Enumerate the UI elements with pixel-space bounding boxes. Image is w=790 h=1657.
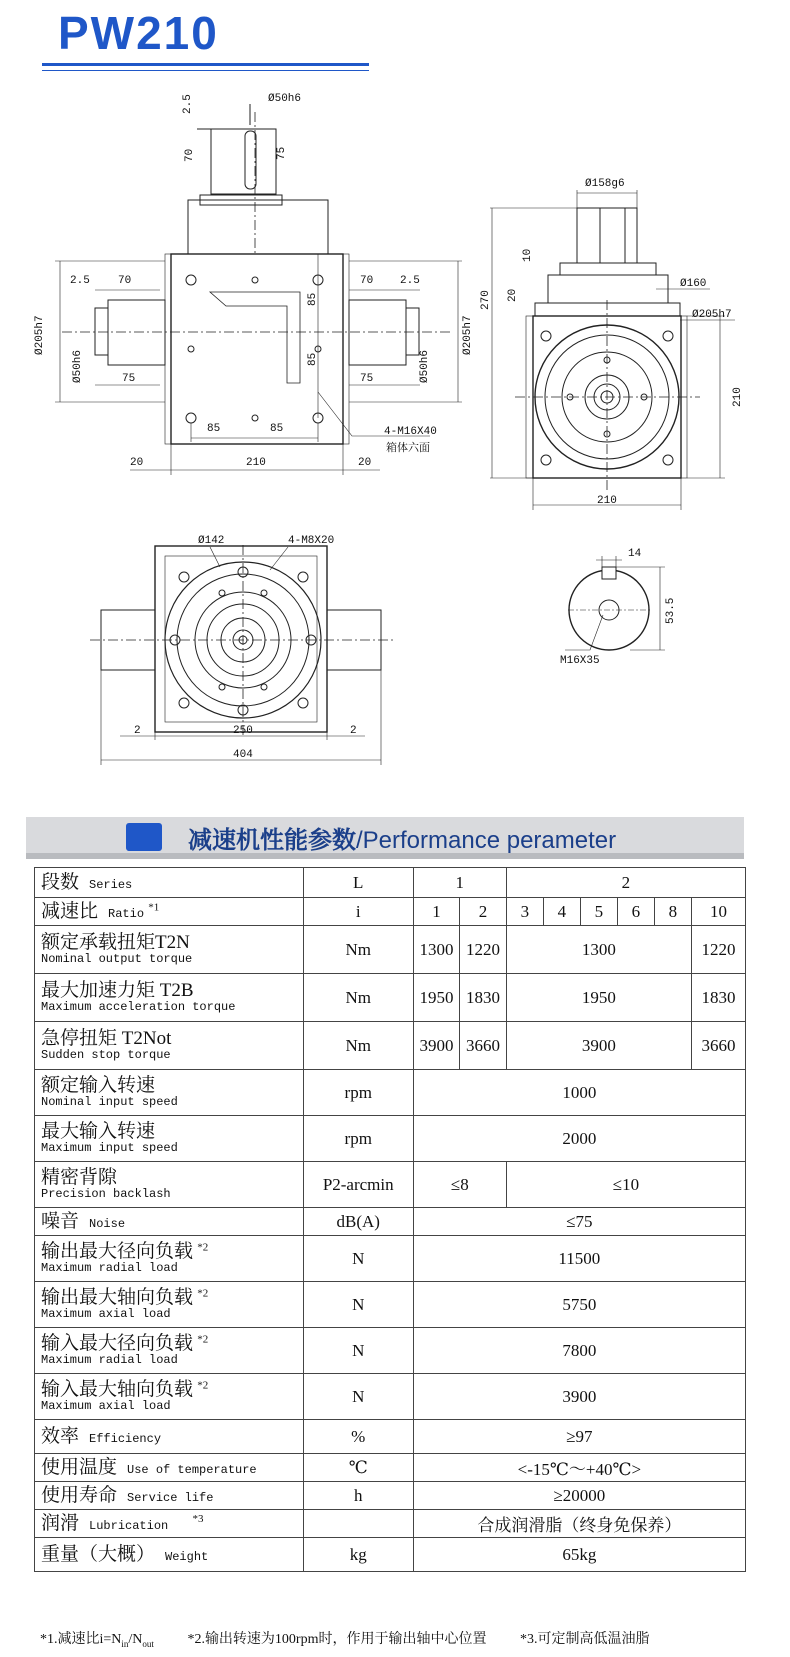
value-cell: 3660 — [691, 1022, 745, 1070]
dim-bottom-142: Ø142 — [198, 535, 225, 547]
section-title-zh: 减速机性能参数 — [188, 827, 356, 854]
footnote-2: *2.输出转速为100rpm时，作用于输出轴中心位置 — [187, 1632, 487, 1647]
value-cell: 1220 — [691, 926, 745, 974]
front-view — [55, 104, 462, 475]
row-label: 输入最大径向负载 $^{*2}$ Maximum radial load — [35, 1328, 304, 1374]
table-row-in-radial — [35, 1328, 746, 1374]
table-row-out-axial — [35, 1282, 746, 1328]
dim-side-210-v: 210 — [732, 387, 744, 407]
row-label: 额定输入转速 Nominal input speed — [35, 1070, 304, 1116]
row-label: 使用温度 Use of temperature — [35, 1454, 304, 1482]
section-square-icon — [126, 823, 162, 851]
dim-bottom-20-left: 20 — [130, 457, 144, 469]
value-cell: 3900 — [506, 1022, 691, 1070]
unit-cell: ℃ — [303, 1454, 413, 1482]
value-cell: 1 — [413, 868, 506, 898]
row-label: 使用寿命 Service life — [35, 1482, 304, 1510]
dim-left-75: 75 — [122, 373, 136, 385]
dim-side-205h7: Ø205h7 — [692, 309, 732, 321]
value-cell: 2000 — [413, 1116, 745, 1162]
section-title — [188, 820, 616, 855]
unit-cell: Nm — [303, 974, 413, 1022]
row-label: 减速比 Ratio $^{*1}$ — [35, 898, 304, 926]
key-section-view — [565, 556, 665, 650]
unit-cell: L — [303, 868, 413, 898]
value-cell: ≥20000 — [413, 1482, 745, 1510]
dim-side-270: 270 — [480, 290, 492, 310]
value-cell: 10 — [691, 898, 745, 926]
unit-cell: P2-arcmin — [303, 1162, 413, 1208]
unit-cell: i — [303, 898, 413, 926]
value-cell: 1300 — [506, 926, 691, 974]
value-cell: ≤75 — [413, 1208, 745, 1236]
value-cell: 3900 — [413, 1022, 460, 1070]
dim-h-85-a: 85 — [207, 423, 221, 435]
dim-right-50h6: Ø50h6 — [419, 349, 431, 383]
value-cell: 1220 — [460, 926, 507, 974]
row-label: 输入最大轴向负载 $^{*2}$ Maximum axial load — [35, 1374, 304, 1420]
table-row-in-axial — [35, 1374, 746, 1420]
footnote-1: *1.减速比$i=N_{in}/N_{out}$ — [40, 1632, 154, 1649]
value-cell: ≤8 — [413, 1162, 506, 1208]
row-label: 噪音 Noise — [35, 1208, 304, 1236]
row-label: 最大输入转速 Maximum input speed — [35, 1116, 304, 1162]
unit-cell: rpm — [303, 1116, 413, 1162]
dim-bottom-250: 250 — [233, 725, 253, 737]
table-row-nominal-speed — [35, 1070, 746, 1116]
dim-bottom-m8: 4-M8X20 — [288, 535, 335, 547]
table-row-t2b — [35, 974, 746, 1022]
footnotes — [40, 1628, 780, 1649]
dim-key-m16: M16X35 — [560, 655, 600, 667]
table-row-t2not — [35, 1022, 746, 1070]
value-cell: 7800 — [413, 1328, 745, 1374]
value-cell: 65kg — [413, 1538, 745, 1572]
value-cell: 1000 — [413, 1070, 745, 1116]
dim-left-50h6: Ø50h6 — [72, 349, 84, 383]
table-row-t2n — [35, 926, 746, 974]
value-cell: ≤10 — [506, 1162, 745, 1208]
unit-cell: N — [303, 1282, 413, 1328]
row-label: 额定承载扭矩T2N Nominal output torque — [35, 926, 304, 974]
dim-right-205h7: Ø205h7 — [462, 315, 474, 355]
value-cell: 合成润滑脂（终身免保养） — [413, 1510, 745, 1538]
dim-bottom-404: 404 — [233, 749, 253, 761]
value-cell: 5750 — [413, 1282, 745, 1328]
value-cell: 1830 — [691, 974, 745, 1022]
row-label: 精密背隙 Precision backlash — [35, 1162, 304, 1208]
row-label: 重量（大概） Weight — [35, 1538, 304, 1572]
technical-drawing — [0, 0, 790, 800]
dim-top-75: 75 — [276, 146, 288, 160]
dim-left-2-5: 2.5 — [70, 275, 90, 287]
table-row-temperature — [35, 1454, 746, 1482]
row-label: 最大加速力矩 T2B Maximum acceleration torque — [35, 974, 304, 1022]
dim-side-158g6: Ø158g6 — [585, 178, 625, 190]
unit-cell — [303, 1510, 413, 1538]
table-row-efficiency — [35, 1420, 746, 1454]
value-cell: 11500 — [413, 1236, 745, 1282]
dim-top-70: 70 — [184, 148, 196, 162]
dim-v-85-a: 85 — [307, 292, 319, 306]
thread-note-2: 箱体六面 — [386, 443, 430, 455]
dim-side-160: Ø160 — [680, 278, 707, 290]
value-cell: 5 — [580, 898, 617, 926]
row-label: 段数 Series — [35, 868, 304, 898]
table-row-out-radial — [35, 1236, 746, 1282]
dim-key-14: 14 — [628, 548, 642, 560]
value-cell: ≥97 — [413, 1420, 745, 1454]
table-row-noise — [35, 1208, 746, 1236]
value-cell: 1950 — [413, 974, 460, 1022]
side-view — [490, 190, 735, 510]
table-row-ratio — [35, 898, 746, 926]
unit-cell: N — [303, 1328, 413, 1374]
unit-cell: kg — [303, 1538, 413, 1572]
row-label: 急停扭矩 T2Not Sudden stop torque — [35, 1022, 304, 1070]
dim-left-70: 70 — [118, 275, 132, 287]
dim-side-20: 20 — [507, 288, 519, 302]
value-cell: <-15℃～+40℃> — [413, 1454, 745, 1482]
table-row-lubrication — [35, 1510, 746, 1538]
dim-side-210-h: 210 — [597, 495, 617, 507]
unit-cell: N — [303, 1374, 413, 1420]
dim-right-2-5: 2.5 — [400, 275, 420, 287]
unit-cell: N — [303, 1236, 413, 1282]
value-cell: 1950 — [506, 974, 691, 1022]
table-row-weight — [35, 1538, 746, 1572]
unit-cell: Nm — [303, 1022, 413, 1070]
unit-cell: h — [303, 1482, 413, 1510]
unit-cell: rpm — [303, 1070, 413, 1116]
unit-cell: Nm — [303, 926, 413, 974]
value-cell: 8 — [654, 898, 691, 926]
thread-note-1: 4-M16X40 — [384, 426, 437, 438]
value-cell: 3900 — [413, 1374, 745, 1420]
dim-side-10: 10 — [522, 248, 534, 262]
section-title-en: /Performance perameter — [356, 827, 617, 854]
value-cell: 3660 — [460, 1022, 507, 1070]
dim-bottom-2-right: 2 — [350, 725, 357, 737]
table-row-max-speed — [35, 1116, 746, 1162]
performance-table — [34, 867, 746, 1572]
dim-v-85-b: 85 — [307, 352, 319, 366]
dim-bottom-20-right: 20 — [358, 457, 372, 469]
dim-left-205h7: Ø205h7 — [34, 315, 46, 355]
unit-cell: % — [303, 1420, 413, 1454]
dim-right-70: 70 — [360, 275, 374, 287]
unit-cell: dB(A) — [303, 1208, 413, 1236]
value-cell: 2 — [506, 868, 745, 898]
value-cell: 4 — [543, 898, 580, 926]
row-label: 输出最大径向负载 $^{*2}$ Maximum radial load — [35, 1236, 304, 1282]
table-row-life — [35, 1482, 746, 1510]
value-cell: 1830 — [460, 974, 507, 1022]
dim-key-53-5: 53.5 — [665, 597, 677, 624]
value-cell: 6 — [617, 898, 654, 926]
table-row-backlash — [35, 1162, 746, 1208]
value-cell: 3 — [506, 898, 543, 926]
row-label: 润滑 Lubrication $^{*3}$ — [35, 1510, 304, 1538]
value-cell: 1300 — [413, 926, 460, 974]
table-row-series — [35, 868, 746, 898]
dim-bottom-210: 210 — [246, 457, 266, 469]
dim-h-85-b: 85 — [270, 423, 284, 435]
page-title: PW210 — [58, 7, 219, 59]
row-label: 输出最大轴向负载 $^{*2}$ Maximum axial load — [35, 1282, 304, 1328]
value-cell: 1 — [413, 898, 460, 926]
value-cell: 2 — [460, 898, 507, 926]
dim-top-2-5: 2.5 — [182, 94, 194, 114]
dim-shaft-dia-top: Ø50h6 — [268, 93, 302, 105]
dim-bottom-2-left: 2 — [134, 725, 141, 737]
footnote-3: *3.可定制高低温油脂 — [520, 1632, 650, 1647]
row-label: 效率 Efficiency — [35, 1420, 304, 1454]
dim-right-75: 75 — [360, 373, 374, 385]
